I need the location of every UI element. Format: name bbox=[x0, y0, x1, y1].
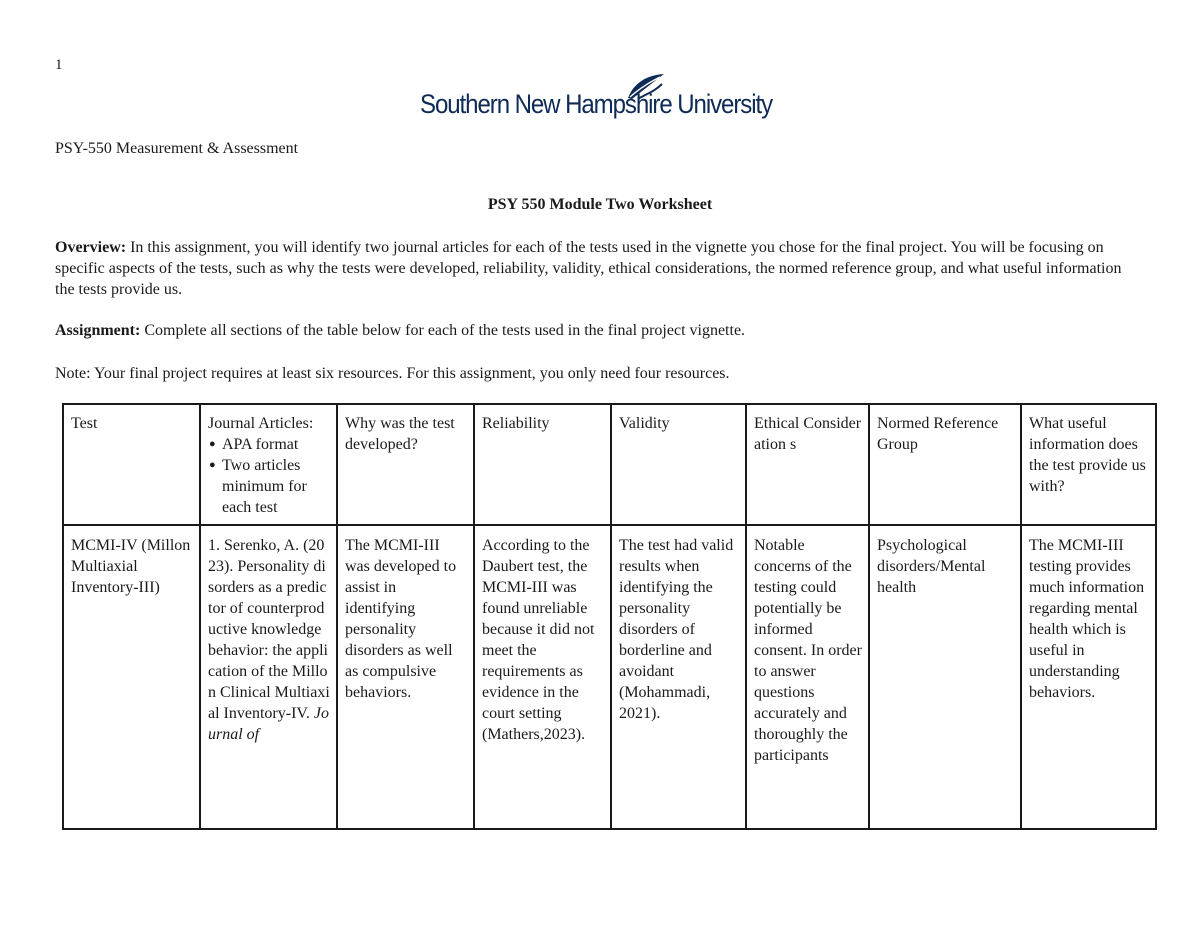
cell-journal-articles bbox=[200, 525, 337, 829]
table-header-row bbox=[63, 404, 1156, 525]
journal-name: Journal of bbox=[208, 705, 330, 743]
list-item: ● Two articles minimum for each test bbox=[222, 455, 330, 518]
logo-wordmark: Southern New Hampshire University bbox=[420, 89, 773, 119]
header-normed-group: Normed Reference Group bbox=[869, 404, 1021, 525]
cell-validity: The test had valid results when identifying the personality disorders of borderline and avoidant (Mohammadi, 2021). bbox=[611, 525, 746, 829]
course-name: PSY-550 Measurement & Assessment bbox=[55, 140, 299, 157]
header-test: Test bbox=[63, 404, 200, 525]
header-ethical: Ethical Consideration s bbox=[746, 404, 869, 525]
journal-requirements-list bbox=[208, 434, 330, 518]
worksheet-table bbox=[62, 403, 1157, 830]
header-reliability: Reliability bbox=[474, 404, 611, 525]
page-title: PSY 550 Module Two Worksheet bbox=[487, 196, 713, 213]
cell-normed-group: Psychological disorders/Mental health bbox=[869, 525, 1021, 829]
overview-label: Overview: bbox=[55, 239, 127, 256]
page-number: 1 bbox=[55, 57, 63, 73]
list-item: ● APA format bbox=[222, 434, 330, 455]
note-paragraph: Note: Your final project requires at least six resources. For this assignment, you only need four resources. bbox=[55, 365, 730, 382]
cell-useful-info: The MCMI-III testing provides much information regarding mental health which is useful in understanding behaviors. bbox=[1021, 525, 1156, 829]
header-journal-articles bbox=[200, 404, 337, 525]
assignment-label: Assignment: bbox=[55, 322, 141, 339]
overview-text: In this assignment, you will identify two journal articles for each of the tests used in the vignette you chose for the final project. You will be focusing on specific aspects of the tests, such as why the tests were developed, reliability, validity, ethical considerations, the normed reference group, and what useful information the tests provide us. bbox=[55, 239, 1122, 298]
header-journal-label: Journal Articles: bbox=[208, 415, 314, 432]
assignment-paragraph bbox=[55, 320, 1140, 341]
table-row bbox=[63, 525, 1156, 829]
cell-why-developed: The MCMI-III was developed to assist in identifying personality disorders as well as compulsive behaviors. bbox=[337, 525, 474, 829]
cell-test: MCMI-IV (Millon Multiaxial Inventory-III) bbox=[63, 525, 200, 829]
cell-ethical: Notable concerns of the testing could potentially be informed consent. In order to answer questions accurately and thoroughly the participants bbox=[746, 525, 869, 829]
leaf-icon bbox=[624, 72, 666, 102]
university-logo bbox=[420, 72, 773, 128]
assignment-text: Complete all sections of the table below for each of the tests used in the final project vignette. bbox=[140, 322, 746, 339]
overview-paragraph bbox=[55, 237, 1140, 300]
journal-citation: 1. Serenko, A. (2023). Personality disorders as a predictor of counterproductive knowledge behavior: the application of the Millon Clinical Multiaxial Inventory-IV. bbox=[208, 537, 330, 722]
header-why-developed: Why was the test developed? bbox=[337, 404, 474, 525]
cell-reliability: According to the Daubert test, the MCMI-III was found unreliable because it did not meet the requirements as evidence in the court setting (Mathers,2023). bbox=[474, 525, 611, 829]
header-useful-info: What useful information does the test provide us with? bbox=[1021, 404, 1156, 525]
header-validity: Validity bbox=[611, 404, 746, 525]
